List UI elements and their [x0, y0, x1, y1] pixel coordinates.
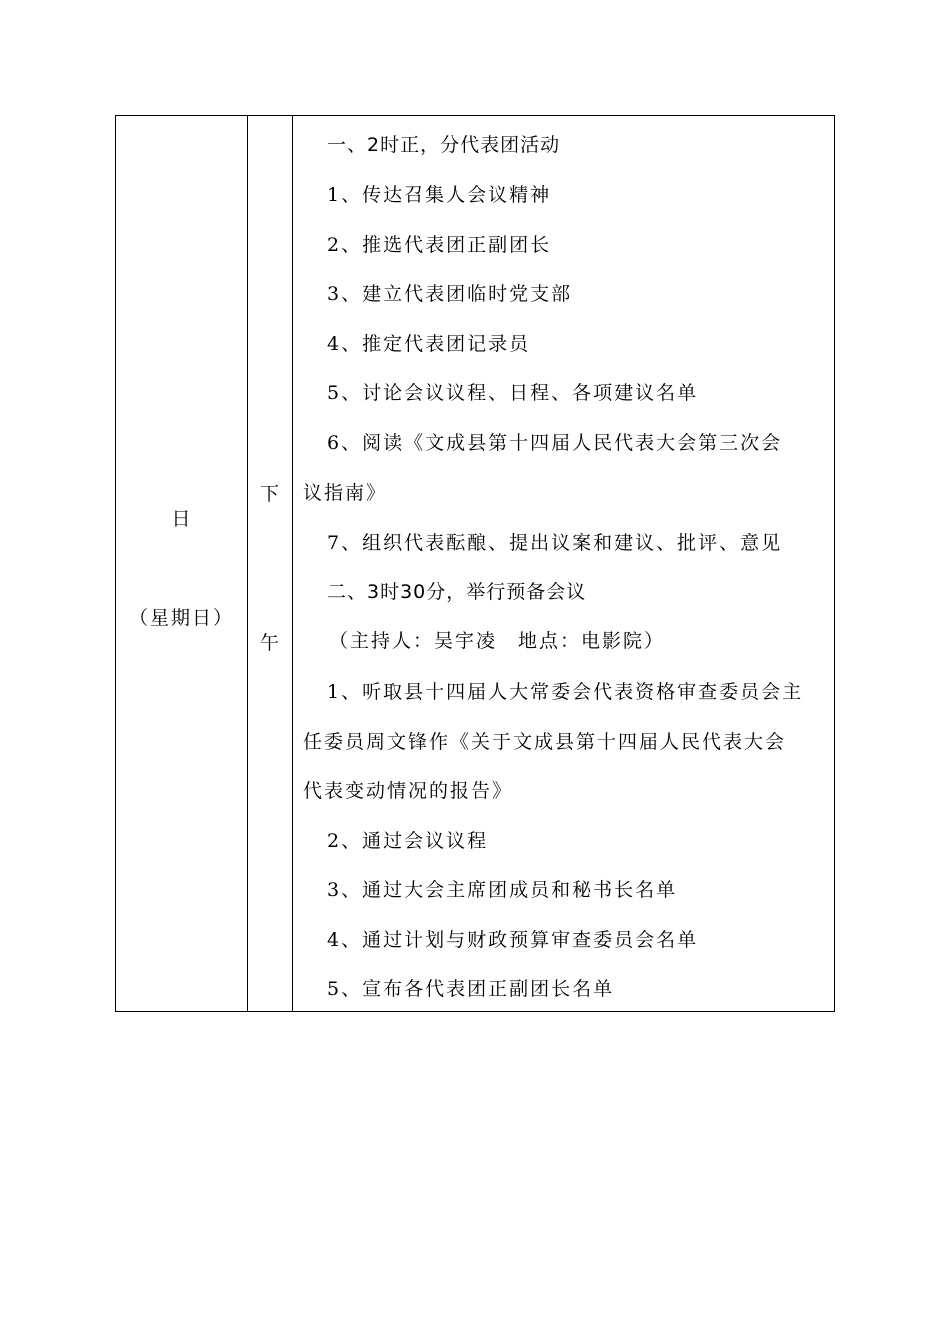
- period-column: [248, 116, 293, 1011]
- content-line: 3、建立代表团临时党支部: [327, 283, 573, 305]
- date-column: [116, 116, 248, 1011]
- period-char-1: 下: [259, 483, 280, 505]
- content-line: （主持人：吴宇凌 地点：电影院）: [329, 630, 666, 652]
- content-line: 4、推定代表团记录员: [327, 333, 531, 355]
- section-heading-2: 二、3时30分，举行预备会议: [327, 581, 587, 603]
- content-line: 5、宣布各代表团正副团长名单: [327, 978, 615, 1000]
- content-line: 代表变动情况的报告》: [303, 780, 514, 802]
- content-line: 1、传达召集人会议精神: [327, 184, 552, 206]
- date-day: 日: [171, 508, 192, 530]
- content-column: [293, 116, 834, 1011]
- content-line: 2、推选代表团正副团长: [327, 234, 552, 256]
- content-line: 2、通过会议议程: [327, 830, 489, 852]
- content-line: 7、组织代表酝酿、提出议案和建议、批评、意见: [327, 532, 783, 554]
- date-weekday: （星期日）: [128, 607, 234, 629]
- content-line: 5、讨论会议议程、日程、各项建议名单: [327, 382, 699, 404]
- section-heading-1: 一、2时正，分代表团活动: [327, 134, 561, 156]
- content-line: 6、阅读《文成县第十四届人民代表大会第三次会: [327, 432, 783, 454]
- content-line: 4、通过计划与财政预算审查委员会名单: [327, 929, 699, 951]
- content-line: 1、听取县十四届人大常委会代表资格审查委员会主: [327, 681, 804, 703]
- period-char-2: 午: [259, 632, 280, 654]
- content-line: 3、通过大会主席团成员和秘书长名单: [327, 879, 678, 901]
- schedule-table: [115, 115, 835, 1012]
- content-line: 任委员周文锋作《关于文成县第十四届人民代表大会: [303, 731, 787, 753]
- content-line: 议指南》: [303, 482, 388, 504]
